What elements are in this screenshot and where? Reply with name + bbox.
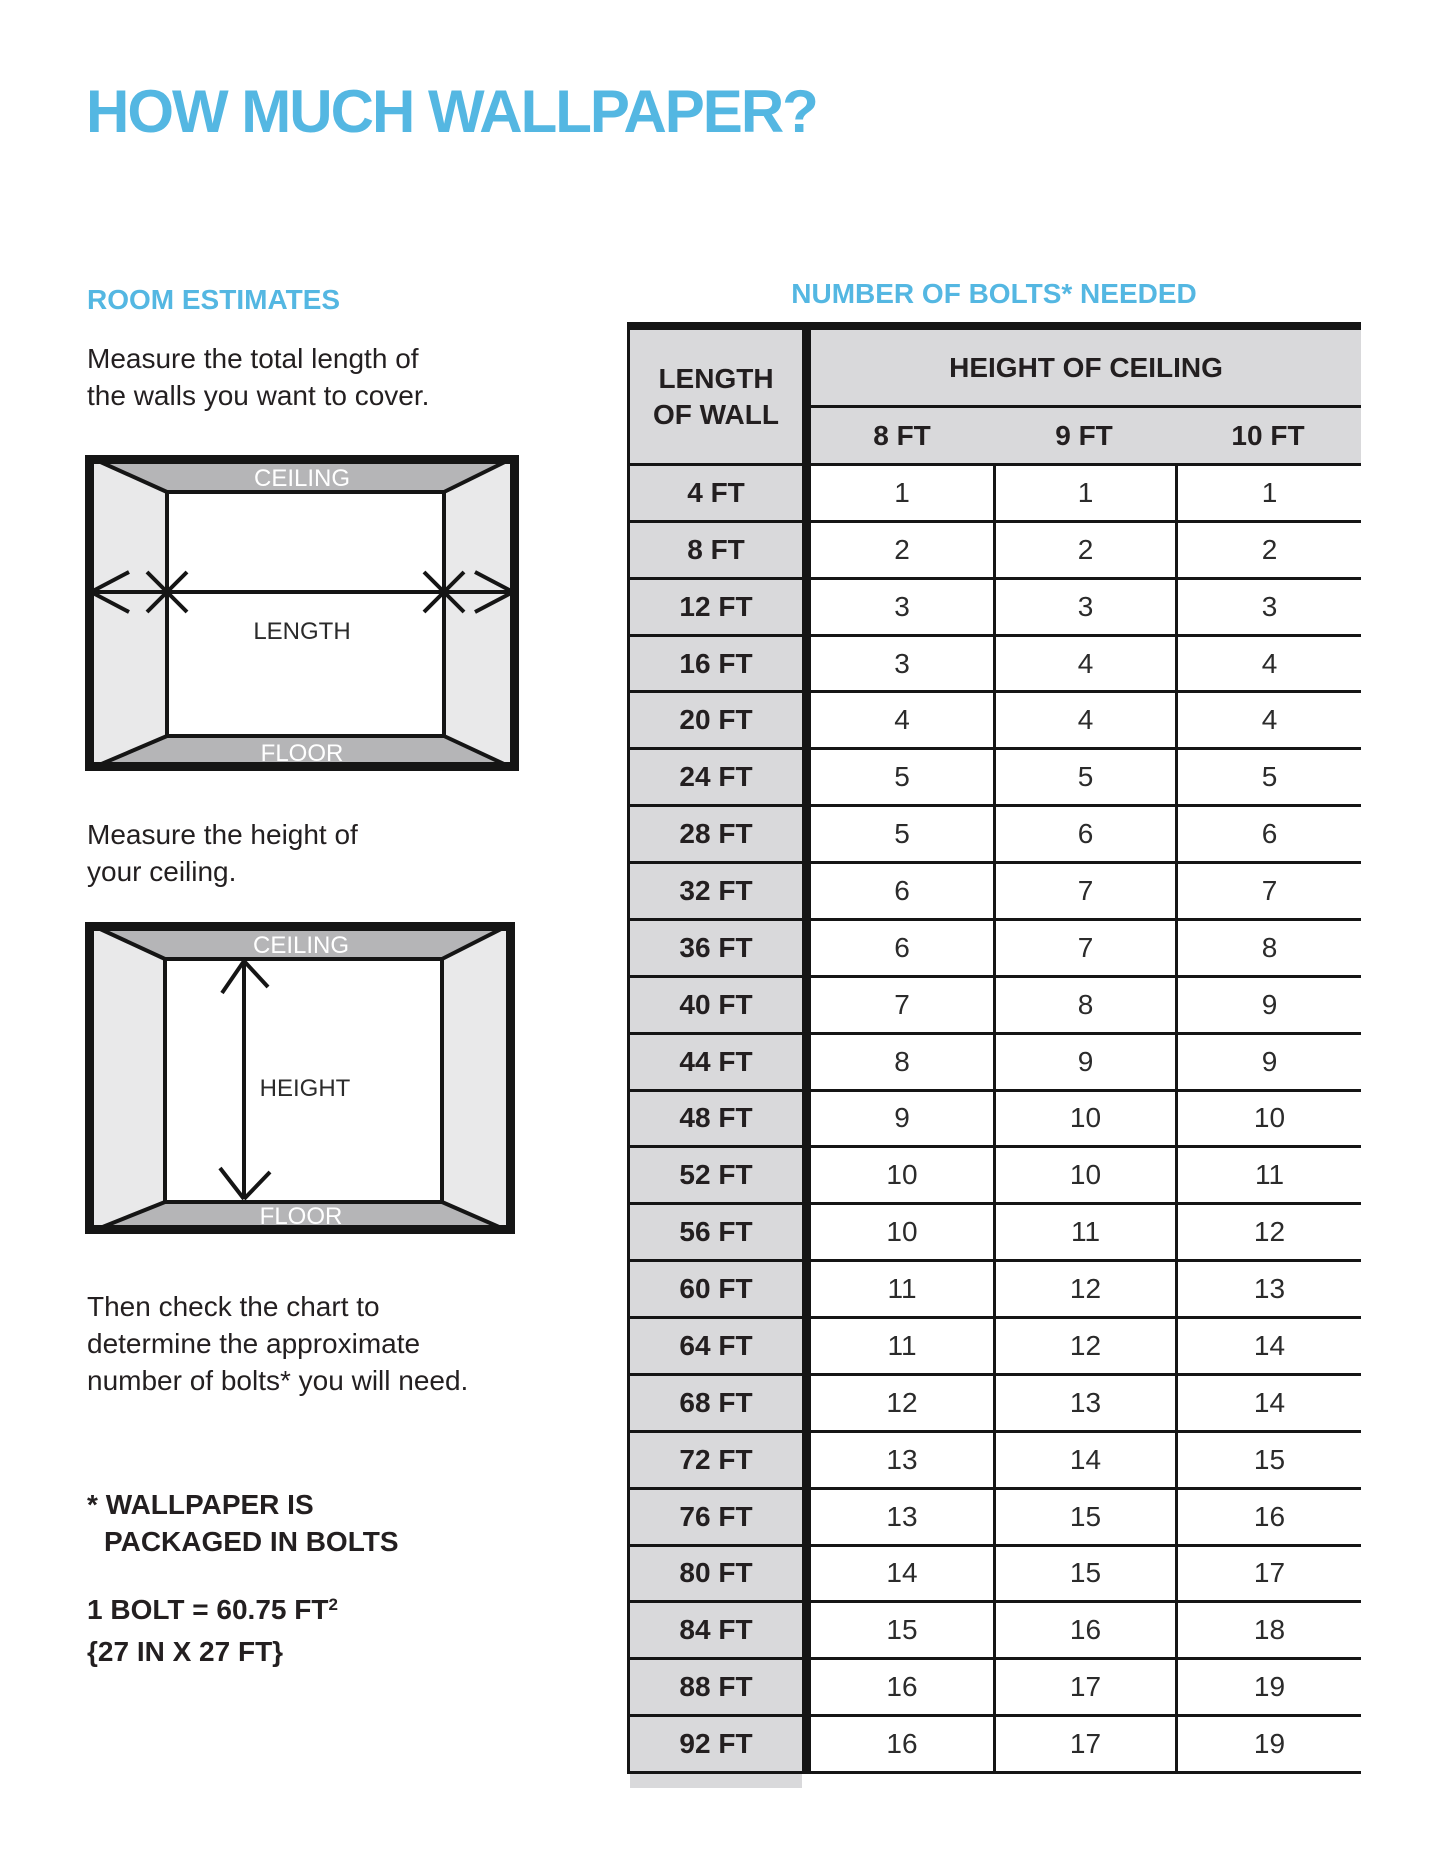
- height-label: HEIGHT: [259, 1075, 351, 1102]
- measure-length-line-2: the walls you want to cover.: [87, 380, 430, 411]
- bolt-count-cell: 12: [811, 1376, 993, 1433]
- right-wall-surface: [444, 455, 519, 771]
- bolt-equation-superscript: 2: [328, 1595, 338, 1614]
- bolt-count-cell: 7: [1175, 864, 1361, 921]
- page-title: HOW MUCH WALLPAPER?: [86, 78, 817, 145]
- bolt-count-cell: 5: [811, 750, 993, 807]
- bolt-count-cell: 2: [993, 523, 1175, 580]
- bolt-count-cell: 3: [811, 637, 993, 694]
- bolt-count-cell: 17: [993, 1660, 1175, 1717]
- footnote-line-1: [87, 1486, 399, 1523]
- bolts-needed-heading: NUMBER OF BOLTS* NEEDED: [791, 278, 1197, 309]
- row-length-label: 8 FT: [630, 523, 802, 580]
- bolt-count-cell: 1: [811, 466, 993, 523]
- bolt-count-cell: 19: [1175, 1660, 1361, 1717]
- bolt-count-cell: 16: [811, 1717, 993, 1774]
- row-length-label: 32 FT: [630, 864, 802, 921]
- bolt-count-cell: 11: [811, 1319, 993, 1376]
- bolt-count-cell: 2: [1175, 523, 1361, 580]
- bolt-count-cell: 8: [811, 1035, 993, 1092]
- bolt-count-cell: 10: [1175, 1092, 1361, 1149]
- bolt-count-cell: 10: [993, 1148, 1175, 1205]
- bolt-count-cell: 12: [1175, 1205, 1361, 1262]
- row-length-label: 68 FT: [630, 1376, 802, 1433]
- bolt-count-cell: 14: [1175, 1319, 1361, 1376]
- length-of-wall-line-2: OF WALL: [653, 398, 779, 430]
- bolt-count-cell: 7: [993, 921, 1175, 978]
- measure-height-paragraph: [87, 816, 358, 890]
- check-chart-line-1: Then check the chart to: [87, 1291, 380, 1322]
- bolt-count-cell: 13: [811, 1433, 993, 1490]
- check-chart-line-3: number of bolts* you will need.: [87, 1365, 469, 1396]
- row-length-label: 48 FT: [630, 1092, 802, 1149]
- footnote-line-2: PACKAGED IN BOLTS: [104, 1526, 399, 1557]
- bolts-table: [627, 322, 1361, 1788]
- row-length-label: 88 FT: [630, 1660, 802, 1717]
- bolt-count-cell: 4: [1175, 637, 1361, 694]
- bolt-count-cell: 1: [993, 466, 1175, 523]
- bolt-count-cell: 13: [811, 1490, 993, 1547]
- row-length-label: 80 FT: [630, 1547, 802, 1604]
- row-length-label: 76 FT: [630, 1490, 802, 1547]
- bolt-count-cell: 10: [811, 1205, 993, 1262]
- bolt-count-cell: 15: [993, 1547, 1175, 1604]
- bolt-count-cell: 17: [993, 1717, 1175, 1774]
- bolt-count-cell: 14: [811, 1547, 993, 1604]
- ceiling-label: CEILING: [252, 932, 350, 959]
- wall-length-column: [630, 466, 802, 1774]
- bolt-count-cell: 4: [1175, 693, 1361, 750]
- row-length-label: 52 FT: [630, 1148, 802, 1205]
- bolt-count-cell: 4: [993, 693, 1175, 750]
- ceiling-height-subheaders: [811, 408, 1361, 463]
- column-separator: [802, 322, 811, 1774]
- measure-height-line-1: Measure the height of: [87, 819, 358, 850]
- row-length-label: 60 FT: [630, 1262, 802, 1319]
- bolts-footnote: [87, 1486, 399, 1560]
- bolt-count-cell: 10: [993, 1092, 1175, 1149]
- bolt-count-cell: 12: [993, 1262, 1175, 1319]
- row-length-label: 92 FT: [630, 1717, 802, 1774]
- row-length-label: 12 FT: [630, 580, 802, 637]
- length-of-wall-line-1: LENGTH: [658, 362, 774, 394]
- bolt-count-cell: 13: [1175, 1262, 1361, 1319]
- bolt-count-cell: 3: [1175, 580, 1361, 637]
- row-length-label: 20 FT: [630, 693, 802, 750]
- bolt-count-cell: 5: [1175, 750, 1361, 807]
- bolt-count-cell: 1: [1175, 466, 1361, 523]
- bolt-count-cell: 11: [1175, 1148, 1361, 1205]
- col-header-9ft: 9 FT: [1055, 419, 1113, 451]
- bolt-count-cell: 3: [993, 580, 1175, 637]
- left-wall-surface: [85, 922, 165, 1234]
- back-wall: [167, 492, 444, 736]
- bolt-count-cell: 5: [993, 750, 1175, 807]
- right-wall-surface: [442, 922, 515, 1234]
- bolt-count-cell: 7: [993, 864, 1175, 921]
- length-label: LENGTH: [253, 618, 351, 645]
- bolt-count-cell: 15: [1175, 1433, 1361, 1490]
- ceiling-label: CEILING: [253, 465, 351, 492]
- bolt-count-cell: 7: [811, 978, 993, 1035]
- bolt-count-cell: 11: [811, 1262, 993, 1319]
- measure-length-paragraph: [87, 340, 429, 414]
- check-chart-line-2: determine the approximate: [87, 1328, 421, 1359]
- bolt-count-cell: 16: [811, 1660, 993, 1717]
- bolt-count-cell: 10: [811, 1148, 993, 1205]
- bolt-count-cell: 9: [993, 1035, 1175, 1092]
- row-length-label: 24 FT: [630, 750, 802, 807]
- footnote-text-1: WALLPAPER IS: [105, 1489, 314, 1520]
- bolt-count-cell: 8: [993, 978, 1175, 1035]
- table-top-border: [627, 322, 1361, 330]
- bolt-count-cell: 14: [993, 1433, 1175, 1490]
- floor-label: FLOOR: [259, 1203, 343, 1230]
- length-diagram: [85, 455, 519, 771]
- measure-height-line-2: your ceiling.: [87, 856, 237, 887]
- check-chart-paragraph: [87, 1288, 468, 1399]
- floor-label: FLOOR: [260, 740, 344, 767]
- bolt-count-cell: 16: [993, 1603, 1175, 1660]
- bolt-equation-text: 1 BOLT = 60.75 FT: [87, 1594, 329, 1625]
- length-of-wall-header: [630, 330, 802, 463]
- col-header-8ft: 8 FT: [873, 419, 931, 451]
- row-length-label: 44 FT: [630, 1035, 802, 1092]
- footnote-star: *: [87, 1489, 98, 1520]
- bolt-count-cell: 15: [993, 1490, 1175, 1547]
- bolt-count-cell: 18: [1175, 1603, 1361, 1660]
- bolt-count-cell: 8: [1175, 921, 1361, 978]
- row-length-label: 16 FT: [630, 637, 802, 694]
- row-length-label: 4 FT: [630, 466, 802, 523]
- height-of-ceiling-header: HEIGHT OF CEILING: [811, 330, 1361, 405]
- bolt-count-cell: 6: [811, 921, 993, 978]
- bolt-count-cell: 4: [993, 637, 1175, 694]
- row-length-label: 40 FT: [630, 978, 802, 1035]
- bolt-equation: [87, 1584, 338, 1673]
- row-length-label: 28 FT: [630, 807, 802, 864]
- bolt-count-cell: 17: [1175, 1547, 1361, 1604]
- bolt-count-cell: 2: [811, 523, 993, 580]
- bolt-dimensions: {27 IN X 27 FT}: [87, 1636, 284, 1667]
- bolt-count-cell: 19: [1175, 1717, 1361, 1774]
- bolt-count-cell: 6: [811, 864, 993, 921]
- bolt-count-cell: 5: [811, 807, 993, 864]
- row-length-label: 84 FT: [630, 1603, 802, 1660]
- bolt-count-cell: 9: [1175, 1035, 1361, 1092]
- bolt-count-cell: 13: [993, 1376, 1175, 1433]
- bolt-counts-grid: [811, 466, 1361, 1774]
- height-diagram: [85, 922, 515, 1234]
- bolt-equation-line: [87, 1584, 338, 1631]
- bolt-count-cell: 4: [811, 693, 993, 750]
- row-length-label: 36 FT: [630, 921, 802, 978]
- bolt-count-cell: 11: [993, 1205, 1175, 1262]
- bolt-count-cell: 16: [1175, 1490, 1361, 1547]
- measure-length-line-1: Measure the total length of: [87, 343, 419, 374]
- bolt-count-cell: 6: [1175, 807, 1361, 864]
- bolt-count-cell: 9: [811, 1092, 993, 1149]
- bolt-count-cell: 9: [1175, 978, 1361, 1035]
- bolt-count-cell: 6: [993, 807, 1175, 864]
- room-estimates-heading: ROOM ESTIMATES: [87, 284, 341, 315]
- bolt-count-cell: 14: [1175, 1376, 1361, 1433]
- bolt-count-cell: 15: [811, 1603, 993, 1660]
- row-length-label: 72 FT: [630, 1433, 802, 1490]
- bolt-count-cell: 12: [993, 1319, 1175, 1376]
- col-header-10ft: 10 FT: [1231, 419, 1305, 451]
- row-length-label: 56 FT: [630, 1205, 802, 1262]
- bolt-count-cell: 3: [811, 580, 993, 637]
- left-wall-surface: [85, 455, 167, 771]
- row-length-label: 64 FT: [630, 1319, 802, 1376]
